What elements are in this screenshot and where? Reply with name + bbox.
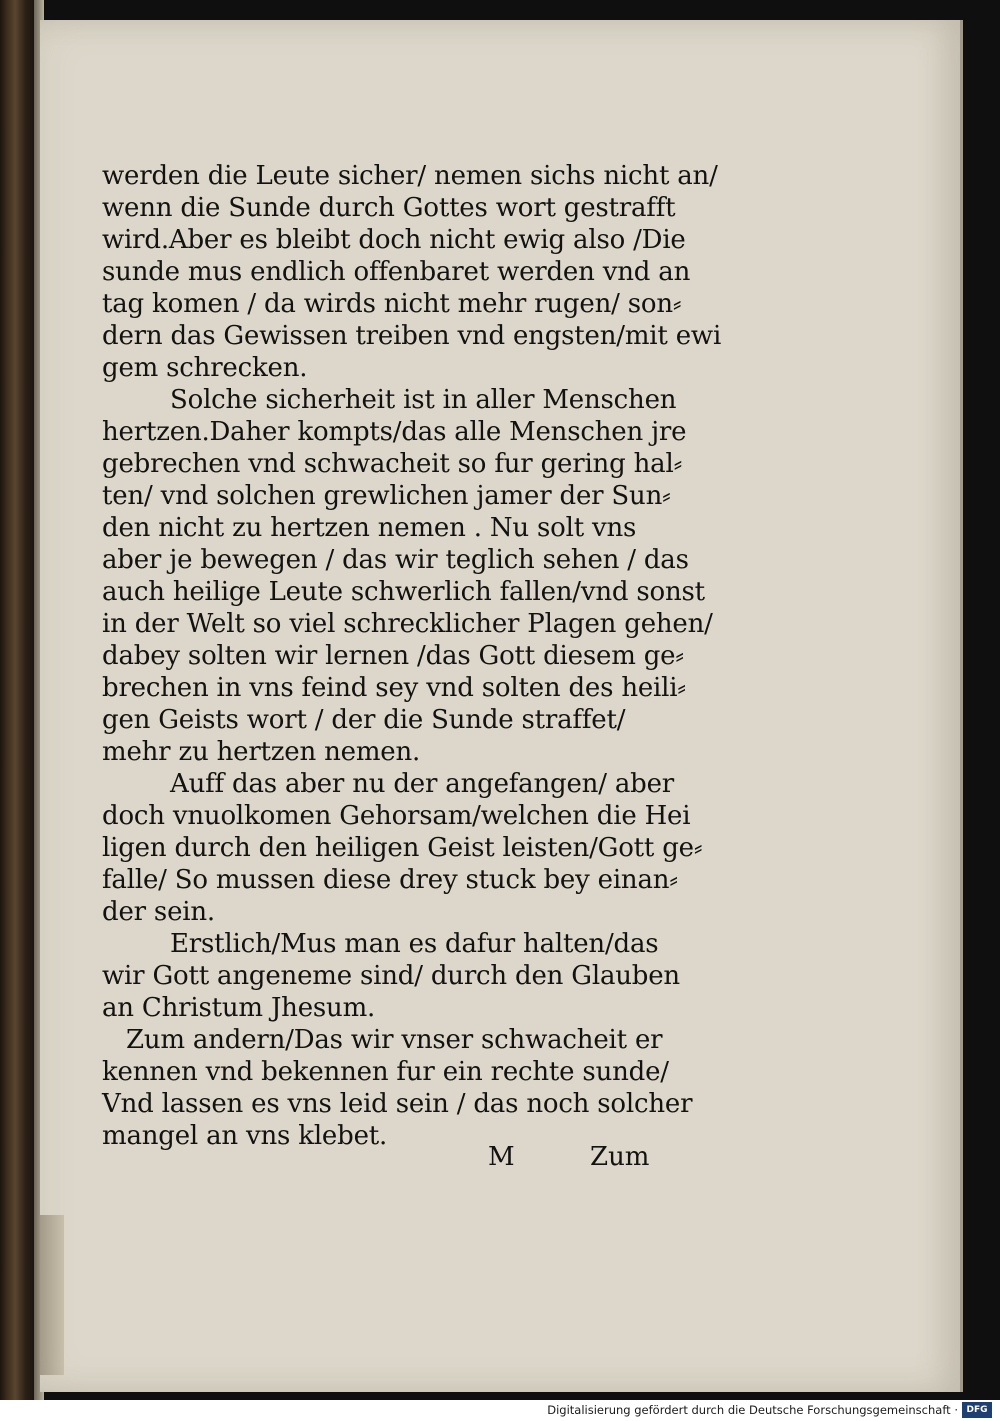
text-line: dern das Gewissen treiben vnd engsten/mit ewi — [102, 321, 722, 351]
text-line: falle/ So mussen diese drey stuck bey einan⸗ — [102, 865, 678, 895]
catchword: Zum — [590, 1142, 650, 1172]
text-line: werden die Leute sicher/ nemen sichs nicht an/ — [102, 161, 718, 191]
text-line: der sein. — [102, 897, 215, 927]
signature-mark: M — [488, 1142, 515, 1172]
paragraph-start-line: Solche sicherheit ist in aller Menschen — [170, 385, 677, 415]
text-line: wir Gott angeneme sind/ durch den Glauben — [102, 961, 680, 991]
footer-bar — [0, 1400, 1000, 1421]
paragraph-start-line: Erstlich/Mus man es dafur halten/das — [170, 929, 659, 959]
text-line: tag komen / da wirds nicht mehr rugen/ son⸗ — [102, 289, 682, 319]
text-line: sunde mus endlich offenbaret werden vnd an — [102, 257, 691, 287]
text-line: aber je bewegen / das wir teglich sehen / das — [102, 545, 689, 575]
page-stain — [40, 1215, 64, 1375]
text-line: den nicht zu hertzen nemen . Nu solt vns — [102, 513, 637, 543]
footer-credit: Digitalisierung gefördert durch die Deutsche Forschungsgemeinschaft · — [547, 1403, 958, 1417]
text-line: mehr zu hertzen nemen. — [102, 737, 421, 767]
dfg-logo: DFG — [962, 1402, 992, 1418]
text-line: ten/ vnd solchen grewlichen jamer der Sun⸗ — [102, 481, 671, 511]
book-spine — [0, 0, 34, 1400]
text-line: mangel an vns klebet. — [102, 1121, 388, 1151]
book-page — [40, 20, 963, 1392]
text-line: dabey solten wir lernen /das Gott diesem ge⸗ — [102, 641, 684, 671]
text-line: gem schrecken. — [102, 353, 308, 383]
text-line: Vnd lassen es vns leid sein / das noch solcher — [102, 1089, 693, 1119]
text-line: brechen in vns feind sey vnd solten des heili⸗ — [102, 673, 686, 703]
text-line: gebrechen vnd schwacheit so fur gering hal⸗ — [102, 449, 683, 479]
text-line: auch heilige Leute schwerlich fallen/vnd sonst — [102, 577, 705, 607]
paragraph-start-line: Auff das aber nu der angefangen/ aber — [170, 769, 674, 799]
text-line: wird.Aber es bleibt doch nicht ewig also /Die — [102, 225, 686, 255]
text-line: wenn die Sunde durch Gottes wort gestrafft — [102, 193, 676, 223]
text-line: gen Geists wort / der die Sunde straffet/ — [102, 705, 626, 735]
text-line: in der Welt so viel schrecklicher Plagen gehen/ — [102, 609, 713, 639]
text-line: ligen durch den heiligen Geist leisten/Gott ge⸗ — [102, 833, 703, 863]
text-line: hertzen.Daher kompts/das alle Menschen jre — [102, 417, 687, 447]
text-line: doch vnuolkomen Gehorsam/welchen die Hei — [102, 801, 691, 831]
text-line: kennen vnd bekennen fur ein rechte sunde/ — [102, 1057, 669, 1087]
text-line: an Christum Jhesum. — [102, 993, 376, 1023]
paragraph-start-line: Zum andern/Das wir vnser schwacheit er — [126, 1025, 663, 1055]
